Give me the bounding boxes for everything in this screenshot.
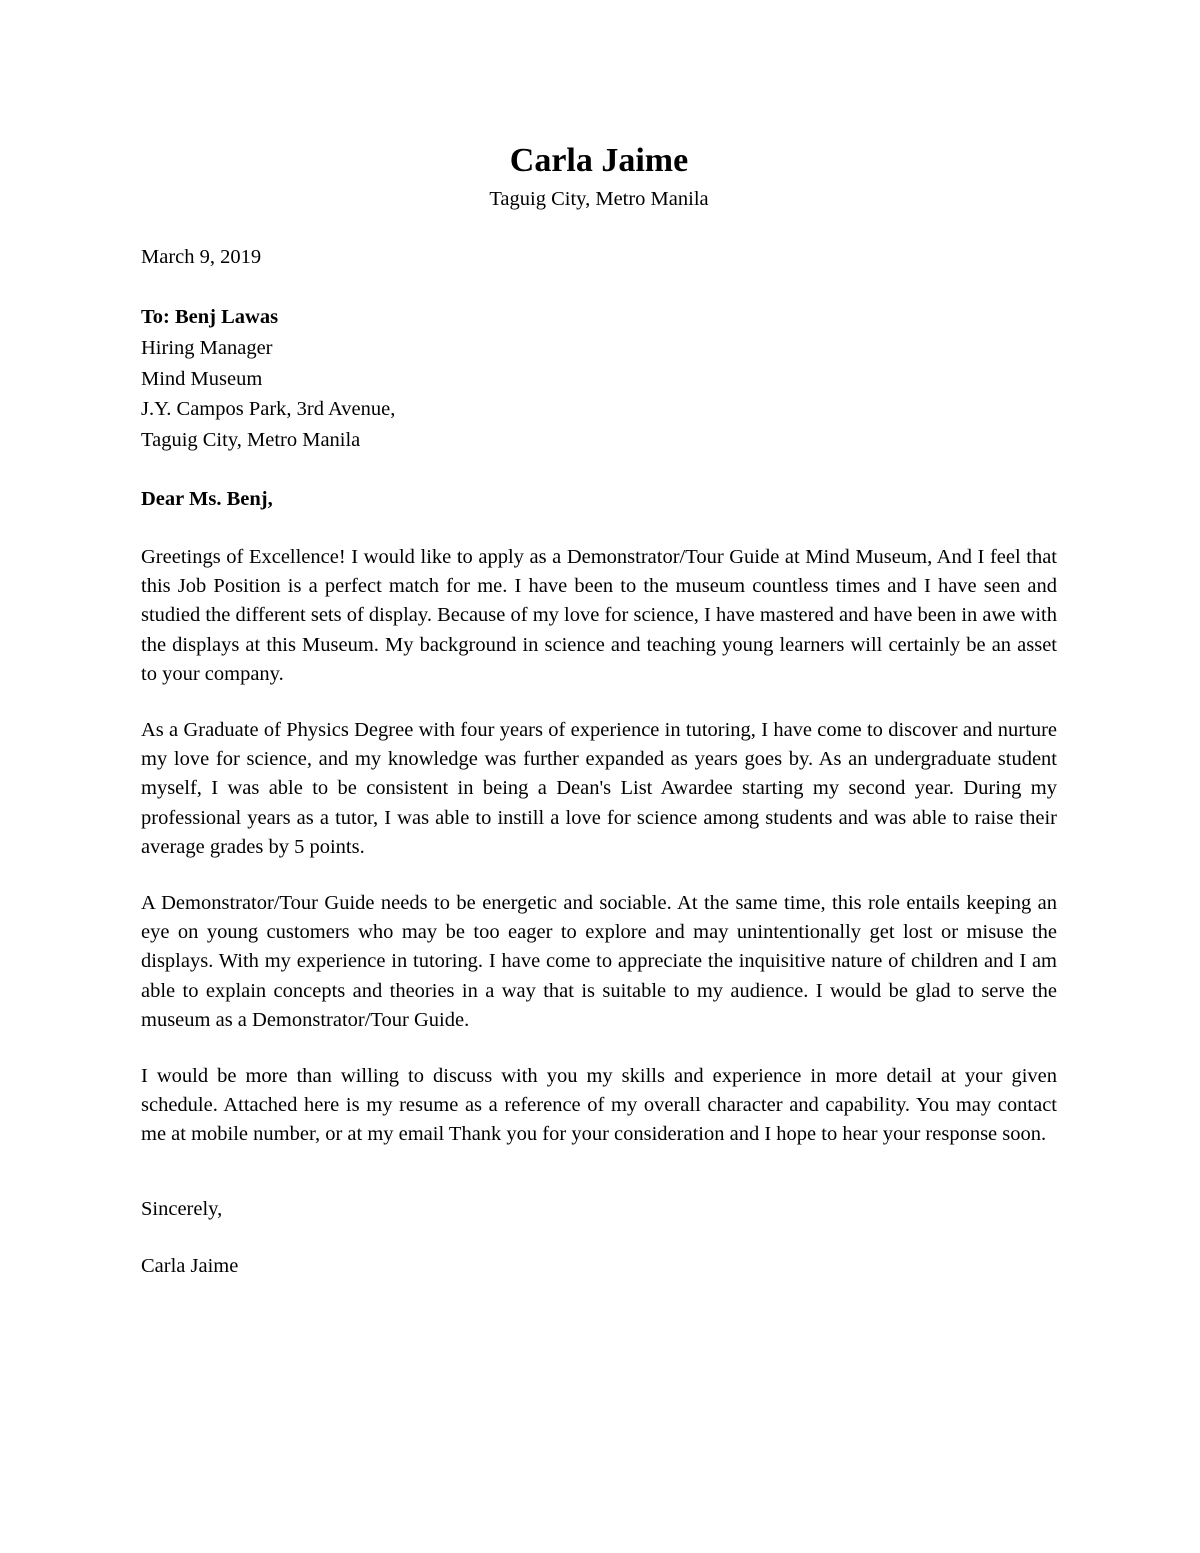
body-paragraph-3: A Demonstrator/Tour Guide needs to be energetic and sociable. At the same time, this role entails keeping an eye on young customers who may be too eager to explore and may unintentionally get lost or misuse the displays. With my experience in tutoring. I have come to appreciate the inquisitive nature of children and I am able to explain concepts and theories in a way that is suitable to my audience. I would be glad to serve the museum as a Demonstrator/Tour Guide.: [141, 892, 1057, 1031]
body-paragraph-4: I would be more than willing to discuss with you my skills and experience in more detail at your given schedule. Attached here is my resume as a reference of my overall character and capability. You may contact me at mobile number, or at my email Thank you for your consideration and I hope to hear your response soon.: [141, 1065, 1057, 1146]
recipient-block: [141, 302, 1057, 456]
closing: Sincerely,: [141, 1197, 223, 1220]
letter-content: [141, 140, 1057, 1281]
recipient-organization: Mind Museum: [141, 367, 263, 390]
signature-name: Carla Jaime: [141, 1254, 239, 1277]
body-paragraph-1: Greetings of Excellence! I would like to apply as a Demonstrator/Tour Guide at Mind Museum, And I feel that this Job Position is a perfect match for me. I have been to the museum countless times and I have seen and studied the different sets of display. Because of my love for science, I have mastered and have been in awe with the displays at this Museum. My background in science and teaching young learners will certainly be an asset to your company.: [141, 545, 1057, 685]
recipient-city: Taguig City, Metro Manila: [141, 429, 361, 452]
recipient-street: J.Y. Campos Park, 3rd Avenue,: [141, 398, 396, 421]
sender-address: Taguig City, Metro Manila: [489, 188, 709, 210]
salutation: Dear Ms. Benj,: [141, 487, 273, 510]
recipient-title: Hiring Manager: [141, 336, 273, 359]
sender-name: Carla Jaime: [509, 142, 689, 179]
letter-date: March 9, 2019: [141, 246, 262, 268]
body-paragraph-2: As a Graduate of Physics Degree with four years of experience in tutoring, I have come to discover and nurture my love for science, and my knowledge was further expanded as years goes by. As an undergraduate student myself, I was able to be consistent in being a Dean's List Awardee starting my second year. During my professional years as a tutor, I was able to instill a love for science among students and was able to raise their average grades by 5 points.: [141, 719, 1057, 858]
recipient-name: To: Benj Lawas: [141, 306, 279, 328]
